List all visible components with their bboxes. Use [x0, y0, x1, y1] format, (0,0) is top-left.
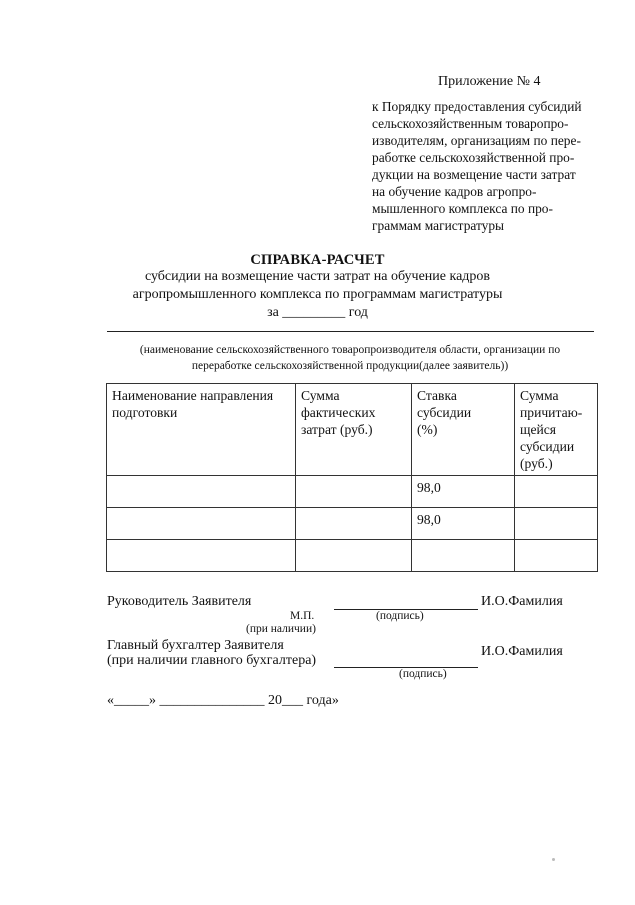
table-cell: [412, 540, 515, 572]
appendix-line: сельскохозяйственным товаропро-: [372, 116, 569, 131]
header-subsidy-amount: Сумма причитаю- щейся субсидии (руб.): [515, 384, 598, 476]
appendix-line: работке сельскохозяйственной про-: [372, 150, 575, 165]
accountant-name: И.О.Фамилия: [481, 644, 563, 659]
stamp-note: (при наличии): [246, 623, 316, 635]
appendix-line: к Порядку предоставления субсидий: [372, 99, 582, 114]
header-subsidy-rate: Ставка субсидии (%): [412, 384, 515, 476]
caption-line: (наименование сельскохозяйственного товаропроизводителя области, организации по: [139, 344, 561, 356]
table-cell: [515, 476, 598, 508]
table-row: [107, 476, 598, 508]
calculation-table: [106, 383, 598, 572]
appendix-line: дукции на возмещение части затрат: [372, 167, 576, 182]
appendix-line: на обучение кадров агропро-: [372, 184, 537, 199]
table-cell: 98,0: [412, 476, 515, 508]
table-cell: [107, 540, 296, 572]
accountant-signature-hint: (подпись): [399, 668, 447, 680]
table-cell: [107, 508, 296, 540]
table-row: [107, 508, 598, 540]
table-cell: [296, 508, 412, 540]
appendix-line: граммам магистратуры: [372, 218, 505, 233]
table-cell: [515, 508, 598, 540]
header-actual-costs: Сумма фактических затрат (руб.): [296, 384, 412, 476]
table-cell: [296, 476, 412, 508]
head-label: Руководитель Заявителя: [107, 594, 252, 609]
table-cell: [296, 540, 412, 572]
subtitle-line: субсидии на возмещение части затрат на обучение кадров: [144, 269, 491, 284]
table-cell: [515, 540, 598, 572]
organization-name-line: [107, 331, 594, 332]
appendix-number: Приложение № 4: [438, 74, 541, 89]
stamp-label: М.П.: [290, 610, 315, 622]
table-row: [107, 540, 598, 572]
subtitle-line: агропромышленного комплекса по программам магистратуры: [132, 287, 503, 302]
header-direction: Наименование направления подготовки: [107, 384, 296, 476]
accountant-label: Главный бухгалтер Заявителя: [107, 638, 284, 653]
date-line: «_____» _______________ 20___ года»: [107, 693, 339, 708]
document-title: СПРАВКА-РАСЧЕТ: [250, 252, 385, 268]
appendix-reference: [372, 98, 582, 234]
accountant-label-note: (при наличии главного бухгалтера): [107, 653, 317, 668]
head-name: И.О.Фамилия: [481, 594, 563, 609]
organization-name-caption: [100, 342, 600, 374]
caption-line: переработке сельскохозяйственной продукции(далее заявитель)): [191, 360, 509, 372]
scan-speck: [552, 858, 555, 861]
document-subtitle: [0, 268, 635, 322]
signature-hint: (подпись): [376, 610, 424, 622]
appendix-line: изводителям, организациям по пере-: [372, 133, 581, 148]
table-cell: [107, 476, 296, 508]
table-header-row: [107, 384, 598, 476]
table-cell: 98,0: [412, 508, 515, 540]
appendix-line: мышленного комплекса по про-: [372, 201, 553, 216]
subtitle-period-line: за _________ год: [267, 305, 368, 320]
